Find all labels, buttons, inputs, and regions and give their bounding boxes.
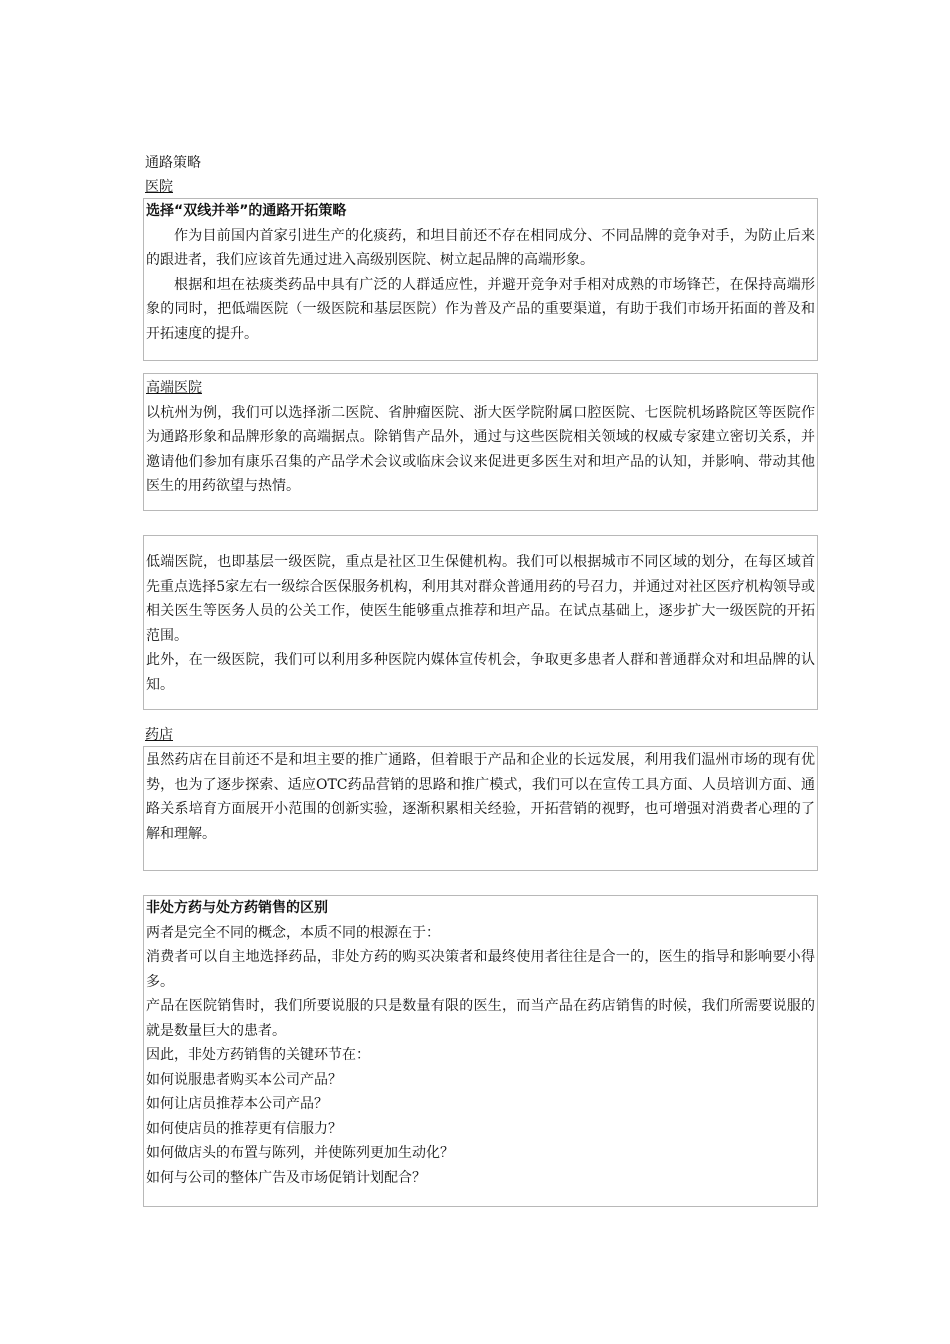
otc-vs-rx-box [143, 895, 818, 1207]
section-heading: 非处方药与处方药销售的区别 [146, 900, 328, 916]
paragraph: 两者是完全不同的概念，本质不同的根源在于： [146, 924, 440, 941]
subsection-title: 高端医院 [146, 380, 202, 396]
list-item: 如何说服患者购买本公司产品？ [146, 1071, 342, 1088]
paragraph: 此外，在一级医院，我们可以利用多种医院内媒体宣传机会，争取更多患者人群和普通群众对和坦品牌的认知。 [146, 652, 815, 693]
paragraph: 虽然药店在目前还不是和坦主要的推广通路，但着眼于产品和企业的长远发展，利用我们温州市场的现有优势，也为了逐步探索、适应OTC药品营销的思路和推广模式，我们可以在宣传工具方面、人员培训方面、通路关系培育方面展开小范围的创新实验，逐渐积累相关经验，开拓营销的视野，也可增强对消费者心理的了解和理解。 [146, 752, 815, 842]
list-item: 如何与公司的整体广告及市场促销计划配合？ [146, 1169, 426, 1186]
paragraph: 产品在医院销售时，我们所要说服的只是数量有限的医生，而当产品在药店销售的时候，我们所需要说服的就是数量巨大的患者。 [146, 998, 815, 1039]
high-end-hospital-box [143, 373, 818, 511]
paragraph: 以杭州为例，我们可以选择浙二医院、省肿瘤医院、浙大医学院附属口腔医院、七医院机场路院区等医院作为通路形象和品牌形象的高端据点。除销售产品外，通过与这些医院相关领域的权威专家建立密切关系，并邀请他们参加有康乐召集的产品学术会议或临床会议来促进更多医生对和坦产品的认知，并影响、带动其他医生的用药欲望与热情。 [146, 404, 815, 494]
dual-channel-strategy-box [143, 198, 818, 361]
hospital-label: 医院 [145, 179, 173, 195]
low-end-hospital-box [143, 535, 818, 710]
page-section-label: 通路策略 [145, 155, 201, 171]
paragraph: 消费者可以自主地选择药品，非处方药的购买决策者和最终使用者往往是合一的，医生的指导和影响要小得多。 [146, 949, 815, 990]
paragraph: 低端医院，也即基层一级医院，重点是社区卫生保健机构。我们可以根据城市不同区域的划分，在每区域首先重点选择5家左右一级综合医保服务机构，利用其对群众普通用药的号召力，并通过对社区医疗机构领导或相关医生等医务人员的公关工作，使医生能够重点推荐和坦产品。在试点基础上，逐步扩大一级医院的开拓范围。 [146, 554, 815, 644]
section-heading: 选择“双线并举”的通路开拓策略 [146, 203, 347, 219]
list-item: 如何使店员的推荐更有信服力？ [146, 1120, 342, 1137]
paragraph: 作为目前国内首家引进生产的化痰药，和坦目前还不存在相同成分、不同品牌的竞争对手，为防止后来的跟进者，我们应该首先通过进入高级别医院、树立起品牌的高端形象。 [146, 227, 815, 268]
paragraph: 因此，非处方药销售的关键环节在： [146, 1047, 370, 1063]
pharmacy-box [143, 746, 818, 871]
list-item: 如何做店头的布置与陈列，并使陈列更加生动化？ [146, 1145, 454, 1161]
pharmacy-label: 药店 [145, 727, 173, 743]
list-item: 如何让店员推荐本公司产品？ [146, 1096, 328, 1112]
paragraph: 根据和坦在祛痰类药品中具有广泛的人群适应性，并避开竞争对手相对成熟的市场锋芒，在保持高端形象的同时，把低端医院（一级医院和基层医院）作为普及产品的重要渠道，有助于我们市场开拓面的普及和开拓速度的提升。 [146, 276, 815, 342]
